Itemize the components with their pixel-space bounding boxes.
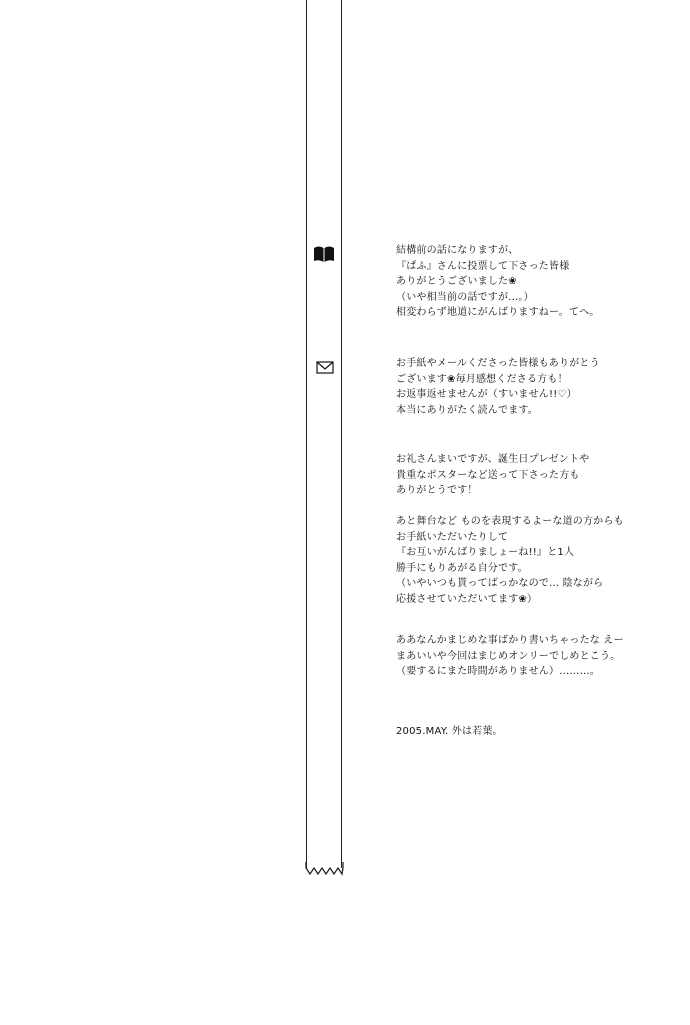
- paper-strip-border: [306, 0, 342, 868]
- text-line: ありがとうございました❀: [396, 276, 517, 288]
- text-line: まあいいや今回はまじめオンリーでしめとこう。: [396, 650, 621, 662]
- paragraph-letters-thanks: [396, 356, 686, 418]
- text-line: 相変わらず地道にがんばりますねー。てへ。: [396, 307, 600, 319]
- text-line: お手紙やメールくださった皆様もありがとう: [396, 358, 600, 369]
- text-line: ああなんかまじめな事ばかり書いちゃったな えー: [396, 635, 624, 646]
- text-line: お手紙いただいたりして: [396, 531, 509, 543]
- text-line: ありがとうです！: [396, 485, 478, 497]
- text-line: 勝手にもりあがる自分です。: [396, 562, 528, 574]
- text-line: ございます❀毎月感想くださる方も！: [396, 373, 568, 385]
- paragraph-stage-letters: [396, 514, 686, 608]
- envelope-icon: [316, 361, 334, 374]
- text-line: 結構前の話になりますが、: [396, 245, 519, 256]
- text-line: （いやいつも貰ってばっかなので… 陰ながら: [396, 578, 604, 590]
- text-line: 応援させていただいてます❀）: [396, 593, 538, 605]
- text-line: 『お互いがんばりましょーね!!』と1人: [396, 547, 575, 559]
- date-line: 2005.MAY. 外は若葉。: [396, 726, 503, 737]
- text-line: 本当にありがたく読んでます。: [396, 404, 538, 416]
- text-line: （要するにまた時間がありません）………。: [396, 666, 600, 678]
- torn-edge-zigzag: [305, 862, 345, 878]
- paragraph-closing: [396, 633, 686, 680]
- text-line: あと舞台など ものを表現するよーな道の方からも: [396, 516, 624, 527]
- text-line: 『ぱふ』さんに投票して下さった皆様: [396, 260, 570, 272]
- text-line: お返事返せませんが（すいません!!♡）: [396, 389, 577, 401]
- date-signature: [396, 724, 686, 740]
- text-line: （いや相当前の話ですが…。）: [396, 291, 534, 303]
- paragraph-vote-thanks: [396, 243, 686, 321]
- text-line: 貴重なポスターなど送って下さった方も: [396, 469, 580, 481]
- text-line: お礼さんまいですが、誕生日プレゼントや: [396, 454, 590, 465]
- paragraph-gifts-thanks: [396, 452, 686, 499]
- open-book-icon: [313, 245, 335, 263]
